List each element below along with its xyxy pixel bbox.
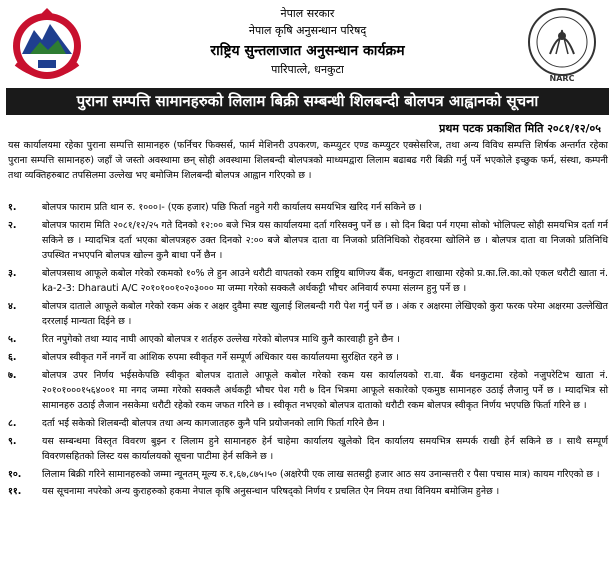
- letterhead: [0, 0, 615, 84]
- item-number: ११.: [8, 486, 22, 498]
- item-text: बोलपत्र फाराम मिति २०८१/१२/२५ गते दिनको १२:०० बजे भित्र यस कार्यालयमा दर्ता गरिसक्नु पर्ने छ । सो दिन बिदा पर्न गएमा सोको भोलिपल्ट सोही समयभित्र दर्ता गर्न सकिने छ । म्यादभित्र दर्ता भएका बोलपत्रहरु उक्त दिनको २:०० बजे बोलपत्र दाता वा निजको प्रतिनिधिको रोहवरमा खोलिने छ । बोलपत्र दाता वा निजको प्रतिनिधि उपस्थित नभएपनि बोलपत्र खोल्न कुनै बाधा पर्ने छैन ।: [42, 219, 608, 262]
- list-item: [8, 350, 608, 365]
- item-text: बोलपत्र उपर निर्णय भईसकेपछि स्वीकृत बोलपत्र दाताले आफूले कबोल गरेको रकम यस कार्यालयको रा.वा. बैंक धनकुटामा रहेको नजुपरेटिभ खाता नं. २०१०१०००१५६४००१ मा नगद जम्मा गरेको सक्कलै अर्धकट्टी भौचर पेश गरी ७ दिन भित्रमा आफूले सकारेको एकमुष्ठ सामानहरु उठाई लैजानु पर्ने छ । म्यादभित्र सो सामानहरु उठाई लैजान नसकेमा धरौटी रहेको रकम जफत गरिने छ । स्वीकृत नभएको बोलपत्र दाताको धरौटी रकम बोलपत्र स्वीकृत निर्णय भएपछि फिर्ता गरिने छ ।: [42, 369, 608, 411]
- item-text: बोलपत्रसाथ आफूले कबोल गरेको रकमको १०% ले हुन आउने धरौटी वापतको रकम राष्ट्रिय बाणिज्य बैंक, धनकुटा शाखामा रहेको प्र.का.लि.का.को एकल धरौटी खाता नं. ka-2-3: Dharauti A/C २०१०१००१०२०३००० मा जम्मा गरेको सक्कलै अर्धकट्टी भौचर अनिवार्य रुपमा संलग्न हुनु पर्ने छ ।: [42, 268, 608, 295]
- office-location: पारिपात्ले, धनकुटा: [271, 63, 344, 76]
- list-item: [8, 416, 608, 431]
- item-number: १०.: [8, 468, 22, 480]
- list-item: [8, 218, 608, 264]
- conditions-list: [8, 200, 608, 500]
- item-text: दर्ता भई सकेको शिलबन्दी बोलपत्र तथा अन्य कागजातहरु कुनै पनि प्रयोजनको लागि फिर्ता गरिने छैन ।: [42, 417, 385, 429]
- publication-date: प्रथम पटक प्रकाशित मिति २०८१/१२/०५: [439, 122, 601, 135]
- item-number: ३.: [8, 268, 17, 279]
- council-name: नेपाल कृषि अनुसन्धान परिषद्: [248, 24, 367, 37]
- item-number: ६.: [8, 351, 17, 363]
- list-item: [8, 200, 608, 215]
- item-text: बोलपत्र फाराम प्रति थान रु. १०००।- (एक हजार) पछि फिर्ता नहुने गरी कार्यालय समयभित्र खरिद गर्न सकिने छ ।: [42, 202, 422, 213]
- item-text: रित नपुगेको तथा म्याद नाघी आएको बोलपत्र र शर्तहरु उल्लेख गरेको बोलपत्र माथि कुनै कारवाही हुने छैन ।: [42, 334, 400, 345]
- item-number: २.: [8, 219, 17, 231]
- item-number: ९.: [8, 435, 17, 447]
- notice-title-banner: पुराना सम्पत्ति सामानहरुको लिलाम बिक्री सम्बन्धी शिलबन्दी बोलपत्र आह्वानको सूचना: [6, 88, 609, 115]
- narc-logo-text: NARC: [549, 74, 575, 83]
- list-item: [8, 434, 608, 464]
- list-item: [8, 266, 608, 296]
- list-item: [8, 484, 608, 499]
- notice-intro: यस कार्यालयमा रहेका पुराना सम्पत्ति सामानहरु (फर्निचर फिक्सर्स, फार्म मेशिनरी उपकरण, कम्प्युटर एण्ड कम्प्युटर एक्सेसरिज, तथा अन्य विविध सम्पत्ति शिर्षक अन्तर्गत रहेका पुराना सम्पत्ति सामानहरु) जहाँ जे जस्तो अवस्थामा छन् सोही अवस्थामा शिलबन्दी बोलपत्रको माध्यमद्वारा लिलाम बढाबढ गरी बिक्री गर्नु पर्ने भएकोले इच्छुक फर्म, संस्था, कम्पनी तथा व्यक्तिहरुबाट तपसिलमा उल्लेख भए बमोजिम शिलबन्दी बोलपत्र आह्वान गरिएको छ ।: [8, 140, 608, 182]
- item-text: यस सूचनामा नपरेको अन्य कुराहरुको हकमा नेपाल कृषि अनुसन्धान परिषद्को निर्णय र प्रचलित ऐन नियम तथा विनियम बमोजिम हुनेछ ।: [42, 486, 500, 498]
- list-item: [8, 368, 608, 414]
- program-name: राष्ट्रिय सुन्तलाजात अनुसन्धान कार्यक्रम: [210, 43, 405, 59]
- list-item: [8, 467, 608, 482]
- item-text: लिलाम बिक्री गरिने सामानहरुको जम्मा न्यूनतम् मूल्य रु.१,६७,८७५।५० (अक्षरेपी एक लाख सतसट्ठी हजार आठ सय उनान्सत्तरी र पैसा पचास मात्र) कायम गरिएको छ ।: [42, 468, 600, 480]
- item-number: ८.: [8, 417, 17, 429]
- narc-logo-icon: [520, 4, 604, 84]
- item-text: बोलपत्र दाताले आफूले कबोल गरेको रकम अंक र अक्षर दुवैमा स्पष्ट खुलाई शिलबन्दी गरी पेश गर्नु पर्ने छ । अंक र अक्षरमा लेखिएको कुरा फरक परेमा अक्षरमा उल्लेखित दररलाई मान्यता दिईने छ ।: [42, 301, 608, 328]
- list-item: [8, 299, 608, 329]
- item-number: ५.: [8, 334, 17, 345]
- item-number: ४.: [8, 301, 17, 312]
- item-text: यस सम्बन्धमा विस्तृत विवरण बुझ्न र लिलाम हुने सामानहरु हेर्न चाहेमा कार्यालय खुलेको दिन कार्यालय समयभित्र सम्पर्क राखी हेर्न सकिने छ । साथै सम्पूर्ण विवरणसहितको लिस्ट यस कार्यालयको सूचना पाटीमा हेर्न सकिने छ ।: [42, 435, 608, 462]
- list-item: [8, 332, 608, 347]
- gov-name: नेपाल सरकार: [280, 7, 335, 20]
- item-number: १.: [8, 202, 17, 213]
- item-text: बोलपत्र स्वीकृत गर्ने नगर्ने वा आंशिक रुपमा स्वीकृत गर्ने सम्पूर्ण अधिकार यस कार्यालयमा सुरक्षित रहने छ ।: [42, 351, 399, 363]
- item-number: ७.: [8, 369, 17, 381]
